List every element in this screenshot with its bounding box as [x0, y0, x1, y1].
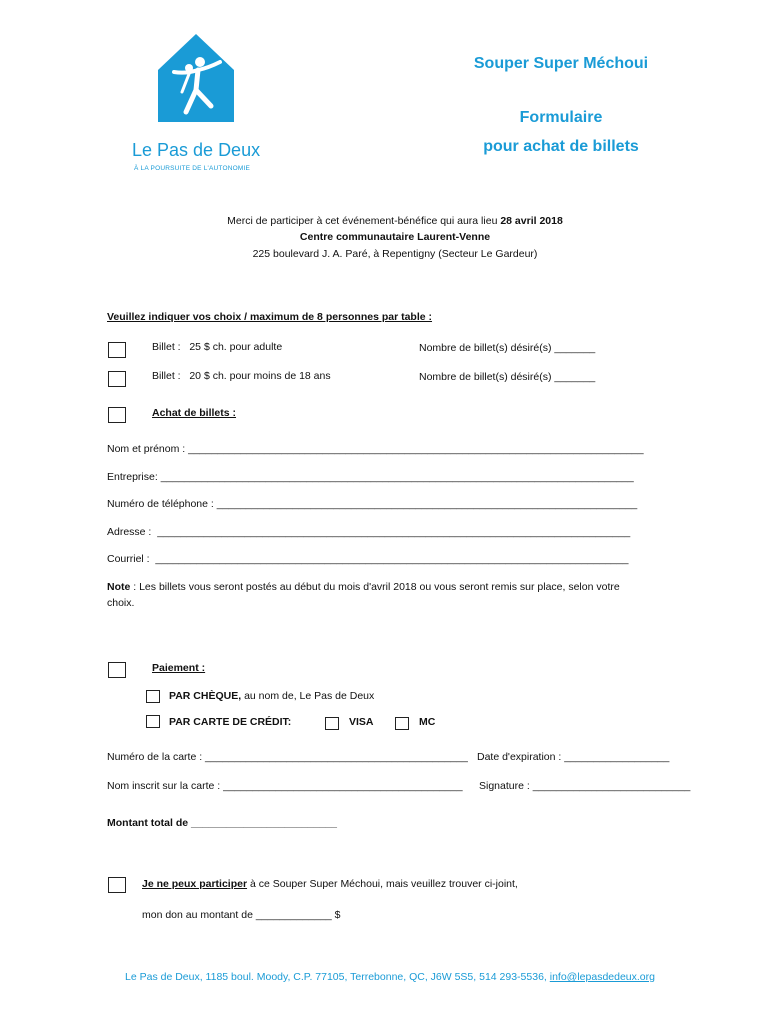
card-number-field[interactable]: Numéro de la carte : _____________________________________________ [107, 751, 468, 763]
intro-text: Merci de participer à cet événement-bénéfice qui aura lieu [227, 215, 501, 227]
intro-venue: Centre communautaire Laurent-Venne [299, 231, 491, 243]
visa-label: VISA [349, 716, 374, 728]
footer-email-link[interactable]: info@lepasdedeux.org [549, 971, 655, 983]
event-date: 28 avril 2018 [500, 215, 563, 227]
note-text: : Les billets vous seront postés au début du mois d'avril 2018 ou vous seront remis sur place, selon votre [130, 581, 620, 593]
intro-line1 [100, 215, 690, 227]
ticket-youth-qty[interactable]: Nombre de billet(s) désiré(s) _______ [419, 371, 596, 383]
donation-desc: à ce Souper Super Méchoui, mais veuillez trouver ci-joint, [247, 878, 518, 890]
visa-checkbox[interactable] [325, 717, 339, 730]
footer-address: Le Pas de Deux, 1185 boul. Moody, C.P. 77105, Terrebonne, QC, J6W 5S5, 514 293-5536, [125, 971, 550, 983]
mc-label: MC [419, 716, 436, 728]
signature-field[interactable]: Signature : ___________________________ [479, 780, 691, 792]
ticket-adult-qty[interactable]: Nombre de billet(s) désiré(s) _______ [419, 342, 596, 354]
ticket-youth-checkbox[interactable] [108, 371, 126, 387]
ticket-youth-label: Billet : 20 $ ch. pour moins de 18 ans [152, 370, 331, 382]
cheque-option [169, 690, 374, 702]
logo [130, 32, 270, 177]
logo-tagline: À LA POURSUITE DE L'AUTONOMIE [134, 165, 251, 172]
card-name-field[interactable]: Nom inscrit sur la carte : _________________________________________ [107, 780, 463, 792]
purchase-heading: Achat de billets : [152, 407, 237, 419]
intro-address: 225 boulevard J. A. Paré, à Repentigny (Secteur Le Gardeur) [252, 248, 538, 260]
logo-house-icon [156, 32, 236, 124]
cheque-label: PAR CHÈQUE, [169, 690, 242, 702]
name-field[interactable]: Nom et prénom : ______________________________________________________________________________ [107, 443, 644, 455]
form-title-line2: pour achat de billets [483, 138, 639, 155]
donation-text [142, 878, 518, 890]
event-title: Souper Super Méchoui [473, 55, 649, 72]
purchase-checkbox[interactable] [108, 407, 126, 423]
note-text-cont: choix. [107, 597, 135, 609]
total-field[interactable]: Montant total de _________________________ [107, 817, 337, 829]
address-field[interactable]: Adresse : _________________________________________________________________________________ [107, 526, 631, 538]
footer [60, 971, 720, 983]
email-field[interactable]: Courriel : _________________________________________________________________________________ [107, 553, 629, 565]
ticket-adult-checkbox[interactable] [108, 342, 126, 358]
note-label: Note [107, 581, 131, 593]
payment-heading: Paiement : [152, 662, 206, 674]
expiry-field[interactable]: Date d'expiration : __________________ [477, 751, 670, 763]
logo-name: Le Pas de Deux [132, 140, 261, 160]
donation-label: Je ne peux participer [142, 878, 248, 890]
note [107, 581, 620, 593]
mc-checkbox[interactable] [395, 717, 409, 730]
ticket-adult-label: Billet : 25 $ ch. pour adulte [152, 341, 283, 353]
form-title-line1: Formulaire [519, 109, 603, 126]
choices-heading: Veuillez indiquer vos choix / maximum de 8 personnes par table : [107, 311, 433, 323]
credit-card-checkbox[interactable] [146, 715, 160, 728]
company-field[interactable]: Entreprise: _________________________________________________________________________________ [107, 471, 634, 483]
phone-field[interactable]: Numéro de téléphone : ________________________________________________________________________ [107, 498, 638, 510]
donation-amount-field[interactable]: mon don au montant de _____________ $ [142, 909, 341, 921]
payment-checkbox[interactable] [108, 662, 126, 678]
cheque-text: au nom de, Le Pas de Deux [241, 690, 375, 702]
credit-card-label: PAR CARTE DE CRÉDIT: [169, 716, 292, 728]
donation-checkbox[interactable] [108, 877, 126, 893]
cheque-checkbox[interactable] [146, 690, 160, 703]
